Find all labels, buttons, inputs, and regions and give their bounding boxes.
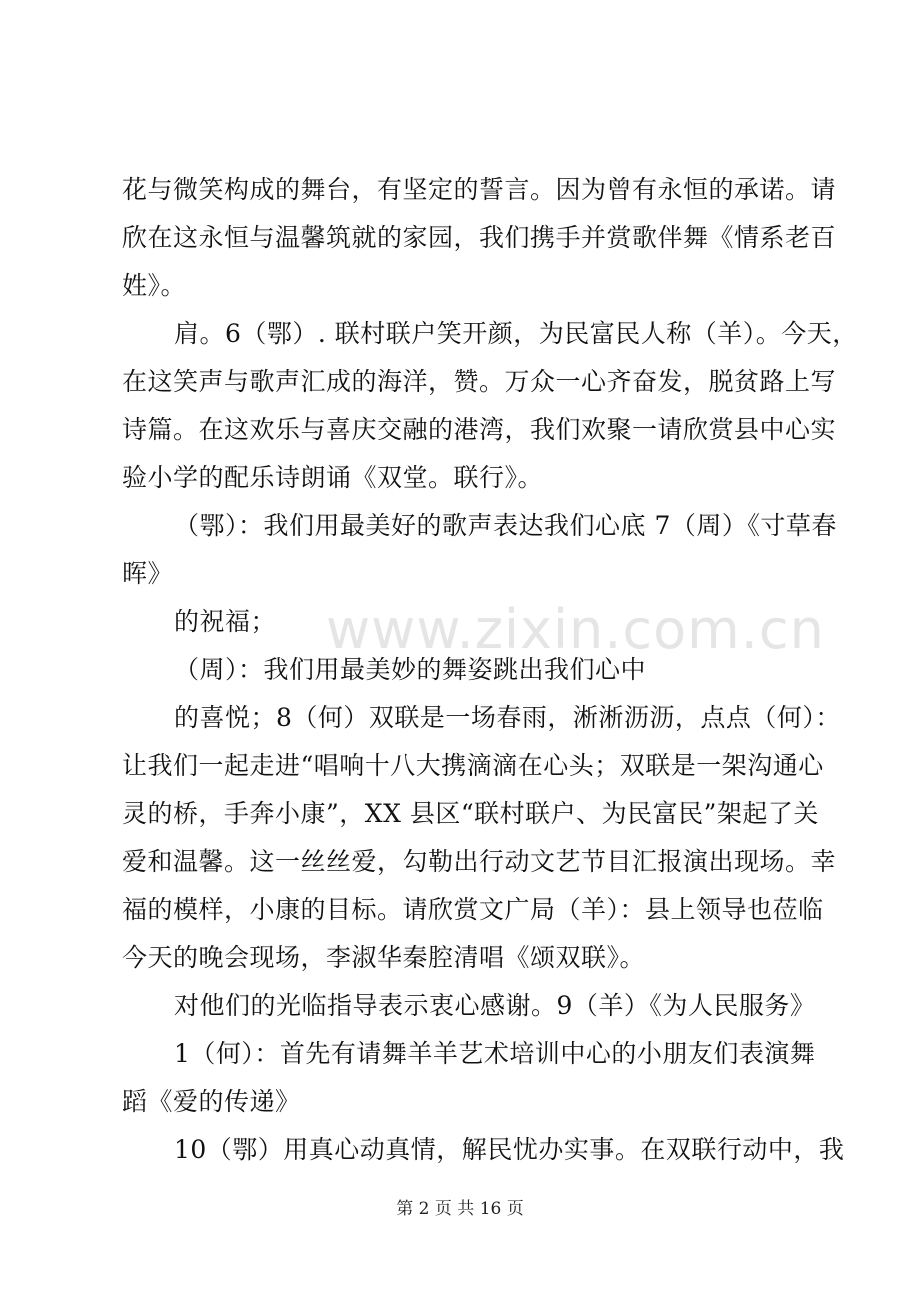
text-line: 肩。6（鄂）. 联村联户笑开颜，为民富民人称（羊）。今天，	[174, 319, 858, 348]
text-line: 的祝福；	[174, 607, 277, 636]
text-line: 晖》	[122, 559, 174, 588]
watermark: www.zixin.com.cn	[326, 598, 825, 661]
text-line: （周）：我们用最美妙的舞姿跳出我们心中	[174, 655, 647, 684]
text-line: 在这笑声与歌声汇成的海洋，赞。万众一心齐奋发，脱贫路上写	[122, 367, 837, 396]
text-line: 灵的桥，手奔小康”，XX 县区“联村联户、为民富民”架起了关	[122, 799, 819, 828]
text-line: 的喜悦；8（何）双联是一场春雨，淅淅沥沥，点点（何）：	[174, 703, 841, 732]
text-line: 10（鄂）用真心动真情，解民忧办实事。在双联行动中，我	[174, 1135, 845, 1164]
text-line: 福的模样，小康的目标。请欣赏文广局（羊）：县上领导也莅临	[122, 895, 824, 924]
text-line: 验小学的配乐诗朗诵《双堂。联行》。	[122, 463, 544, 492]
text-line: 诗篇。在这欢乐与喜庆交融的港湾，我们欢聚一请欣赏县中心实	[122, 415, 837, 444]
text-line: 让我们一起走进“唱响十八大携滴滴在心头；双联是一架沟通心	[122, 751, 824, 780]
text-line: 1（何）：首先有请舞羊羊艺术培训中心的小朋友们表演舞	[174, 1039, 816, 1068]
text-line: 今天的晚会现场，李淑华秦腔清唱《颂双联》。	[122, 943, 646, 972]
text-line: 爱和温馨。这一丝丝爱，勾勒出行动文艺节目汇报演出现场。幸	[122, 847, 837, 876]
text-line: 欣在这永恒与温馨筑就的家园，我们携手并赏歌伴舞《情系老百	[122, 223, 837, 252]
text-line: （鄂）：我们用最美好的歌声表达我们心底 7（周）《寸草春	[174, 511, 837, 540]
text-line: 花与微笑构成的舞台，有坚定的誓言。因为曾有永恒的承诺。请	[122, 175, 837, 204]
page-number: 第 2 页 共 16 页	[396, 1199, 524, 1219]
text-line: 蹈《爱的传递》	[122, 1087, 301, 1116]
text-line: 对他们的光临指导表示衷心感谢。9（羊）《为人民服务》	[174, 991, 816, 1020]
text-line: 姓》。	[122, 271, 187, 300]
